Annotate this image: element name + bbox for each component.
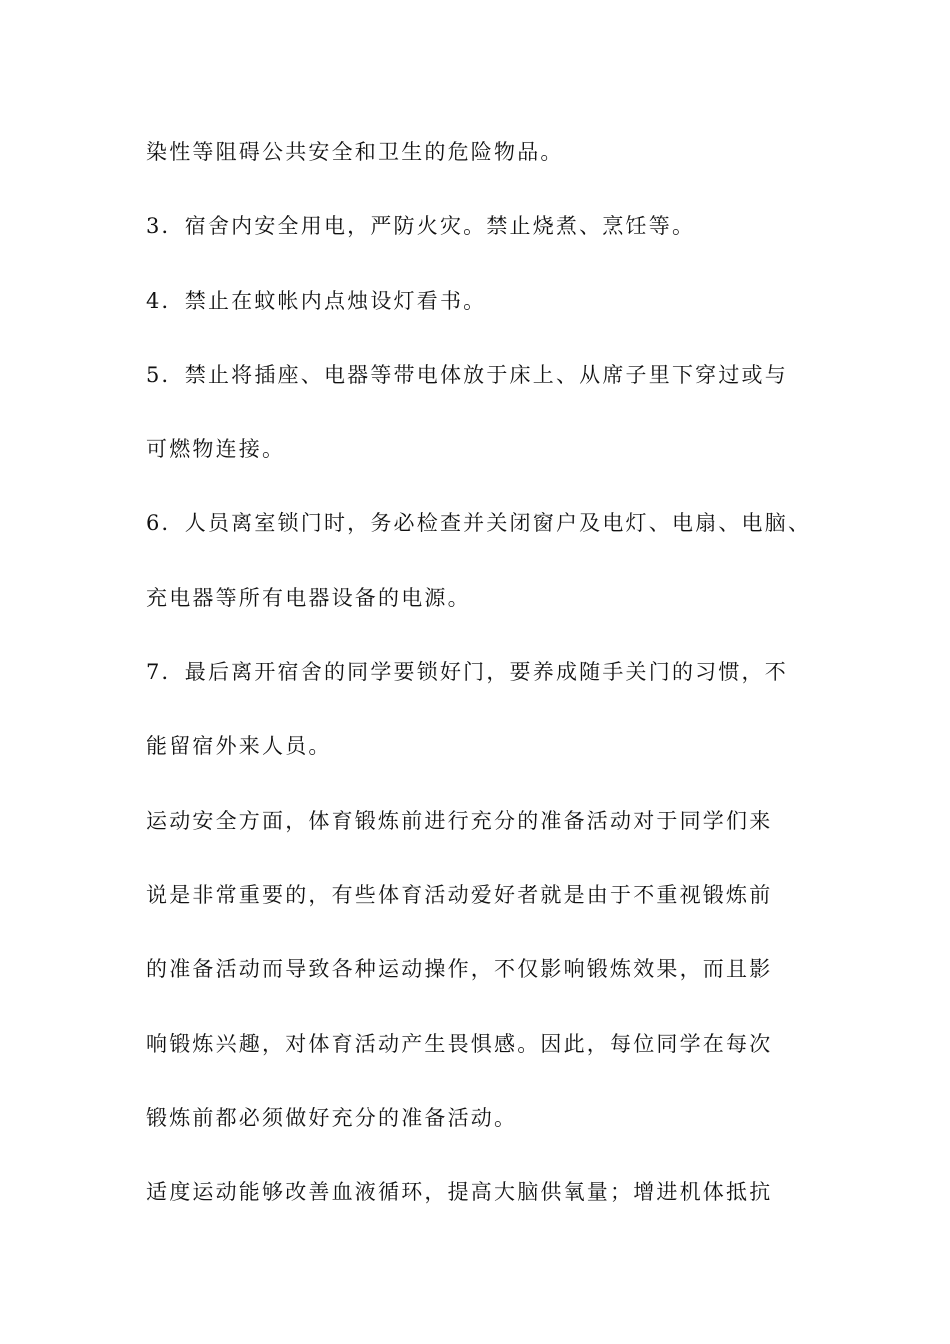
- text-line: 适度运动能够改善血液循环，提高大脑供氧量；增进机体抵抗: [146, 1180, 773, 1205]
- document-body: [146, 128, 816, 1242]
- text-line: 3．宿舍内安全用电，严防火灾。禁止烧煮、烹饪等。: [146, 214, 696, 239]
- text-line: 7．最后离开宿舍的同学要锁好门，要养成随手关门的习惯，不: [146, 660, 788, 685]
- text-line: 运动安全方面，体育锻炼前进行充分的准备活动对于同学们来: [146, 808, 773, 833]
- text-line: 的准备活动而导致各种运动操作，不仅影响锻炼效果，而且影: [146, 957, 773, 982]
- text-line: 6．人员离室锁门时，务必检查并关闭窗户及电灯、电扇、电脑、: [146, 511, 812, 536]
- text-line: 染性等阻碍公共安全和卫生的危险物品。: [146, 140, 564, 164]
- text-line: 可燃物连接。: [146, 437, 286, 462]
- text-line: 响锻炼兴趣，对体育活动产生畏惧感。因此，每位同学在每次: [146, 1031, 773, 1056]
- text-line: 能留宿外来人员。: [146, 734, 332, 759]
- text-line: 锻炼前都必须做好充分的准备活动。: [146, 1105, 518, 1130]
- text-line: 4．禁止在蚊帐内点烛设灯看书。: [146, 288, 487, 313]
- text-line: 充电器等所有电器设备的电源。: [146, 585, 471, 610]
- text-line: 5．禁止将插座、电器等带电体放于床上、从席子里下穿过或与: [146, 362, 788, 387]
- text-line: 说是非常重要的，有些体育活动爱好者就是由于不重视锻炼前: [146, 882, 773, 907]
